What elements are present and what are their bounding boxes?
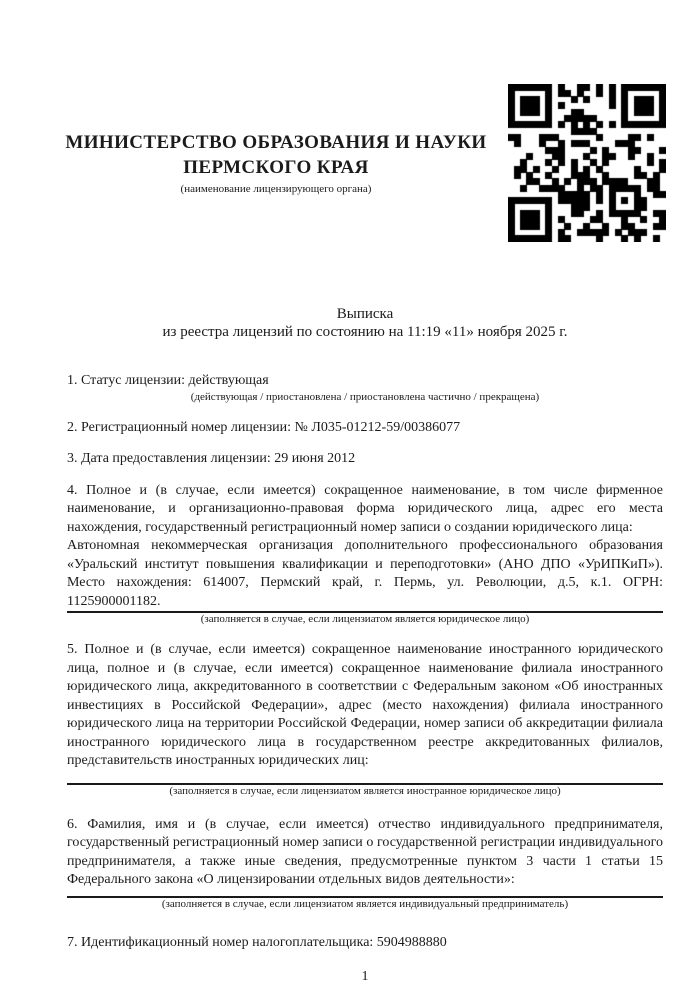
- entrepreneur-label: 6. Фамилия, имя и (в случае, если имеется) отчество индивидуального предпринимателя, государственный регистрационный номер записи о государственной регистрации индивидуального предпринимателя, а также иные сведения, предусмотренные пунктом 3 части 1 статьи 15 Федерального закона «О лицензировании отдельных видов деятельности»:: [67, 816, 663, 887]
- licensing-authority-caption: (наименование лицензирующего органа): [180, 183, 372, 195]
- foreign-entity-caption: (заполняется в случае, если лицензиатом является иностранное юридическое лицо): [169, 784, 561, 797]
- license-status-line: 1. Статус лицензии: действующая: [67, 373, 269, 388]
- taxpayer-id-line: 7. Идентификационный номер налогоплательщика: 5904988880: [67, 934, 447, 950]
- ministry-name-line1: МИНИСТЕРСТВО ОБРАЗОВАНИЯ И НАУКИ: [65, 132, 487, 153]
- foreign-entity-section: [67, 641, 663, 798]
- entrepreneur-section: [67, 816, 663, 911]
- legal-entity-section: [67, 482, 663, 627]
- extract-subtitle: из реестра лицензий по состоянию на 11:19 «11» ноября 2025 г.: [162, 323, 568, 340]
- foreign-entity-value: [67, 771, 663, 783]
- license-grant-date-line: 3. Дата предоставления лицензии: 29 июня 2012: [67, 451, 356, 466]
- extract-title: Выписка: [336, 306, 394, 322]
- page-number: 1: [361, 969, 369, 984]
- entrepreneur-caption: (заполняется в случае, если лицензиатом является индивидуальный предприниматель): [161, 897, 569, 910]
- license-number-line: 2. Регистрационный номер лицензии: № Л035-01212-59/00386077: [67, 419, 461, 435]
- foreign-entity-label: 5. Полное и (в случае, если имеется) сокращенное наименование иностранного юридического лица, полное и (в случае, если имеется) сокращенное наименование филиала иностранного юридического лица, аккредитованного в соответствии с Федеральным законом «Об иностранных инвестициях в Российской Федерации», адрес (место нахождения) филиала иностранного юридического лица на территории Российской Федерации, номер записи об аккредитации филиала иностранного юридического лица в государственном реестре аккредитованных филиалов, представительств иностранных юридических лиц:: [67, 642, 663, 768]
- document-title-block: [67, 306, 663, 341]
- status-options-caption: (действующая / приостановлена / приостановлена частично / прекращена): [190, 390, 540, 403]
- legal-entity-caption: (заполняется в случае, если лицензиатом является юридическое лицо): [200, 613, 530, 625]
- legal-entity-value: Автономная некоммерческая организация дополнительного профессионального образования «Уральский институт повышения квалификации и переподготовки» (АНО ДПО «УрИПКиП»). Место нахождения: 614007, Пермский край, г. Пермь, ул. Революции, д.5, к.1. ОГРН: 1125900001182.: [67, 538, 663, 609]
- legal-entity-label: 4. Полное и (в случае, если имеется) сокращенное наименование, в том числе фирменное наименование, и организационно-правовая форма юридического лица, адрес его места нахождения, государственный регистрационный номер записи о создании юридического лица:: [67, 482, 663, 535]
- ministry-name-line2: ПЕРМСКОГО КРАЯ: [183, 157, 369, 178]
